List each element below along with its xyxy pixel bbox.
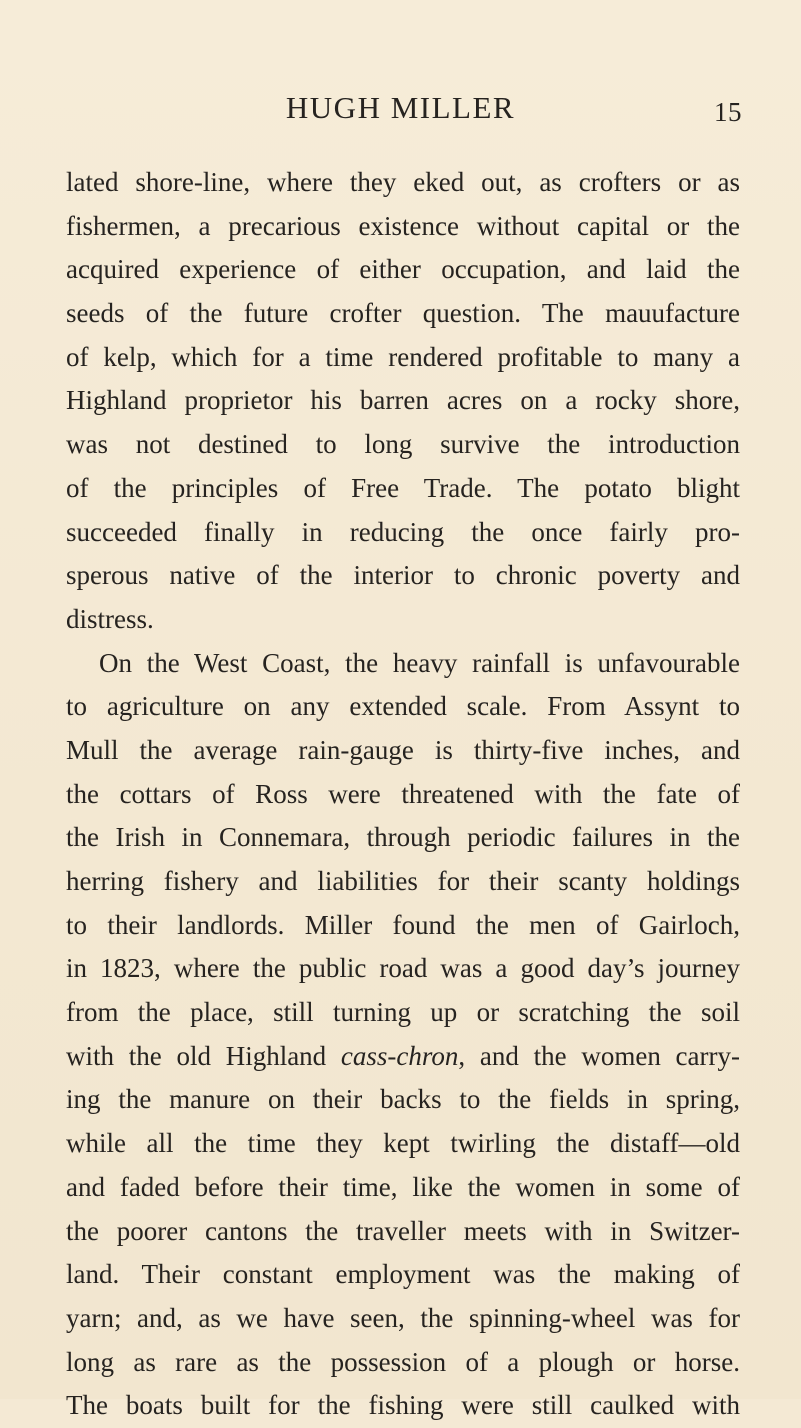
text-line: lated shore-line, where they eked out, as crofters or as bbox=[66, 167, 740, 197]
text-line: Mull the average rain-gauge is thirty-five inches, and bbox=[66, 734, 740, 765]
text-line: sperous native of the interior to chronic poverty and bbox=[66, 560, 740, 591]
text-line: fishermen, a precarious existence without capital or the bbox=[66, 210, 740, 241]
text-line: and faded before their time, like the women in some of bbox=[66, 1171, 740, 1202]
text-line: in 1823, where the public road was a good day’s journey bbox=[66, 953, 740, 984]
text-line: of the principles of Free Trade. The potato blight bbox=[66, 472, 740, 503]
text-line: yarn; and, as we have seen, the spinning-wheel was for bbox=[66, 1302, 740, 1333]
text-line: succeeded finally in reducing the once fairly pro- bbox=[66, 516, 740, 547]
text-line: to agriculture on any extended scale. From Assynt to bbox=[66, 691, 740, 722]
text-line: Highland proprietor his barren acres on a rocky shore, bbox=[66, 385, 740, 416]
text-line: The boats built for the fishing were still caulked with bbox=[66, 1390, 740, 1421]
text-line: from the place, still turning up or scratching the soil bbox=[66, 997, 740, 1028]
text-line: while all the time they kept twirling the distaff—old bbox=[66, 1128, 740, 1159]
text-line: acquired experience of either occupation, and laid the bbox=[66, 254, 740, 285]
text-line: the cottars of Ross were threatened with the fate of bbox=[66, 778, 740, 809]
page-header bbox=[0, 88, 801, 128]
text-line-paragraph-end: distress. bbox=[66, 603, 154, 634]
text-line: land. Their constant employment was the making of bbox=[66, 1259, 740, 1290]
running-head: HUGH MILLER bbox=[285, 90, 516, 125]
text-line: herring fishery and liabilities for their scanty holdings bbox=[66, 866, 740, 896]
text-line: of kelp, which for a time rendered profitable to many a bbox=[66, 341, 740, 372]
text-line: long as rare as the possession of a plough or horse. bbox=[66, 1346, 740, 1377]
page-number: 15 bbox=[714, 97, 742, 127]
italic-term: cass-chron bbox=[340, 1040, 459, 1071]
text-run: , and the women carry- bbox=[458, 1040, 740, 1071]
text-line-paragraph-start: On the West Coast, the heavy rainfall is unfavourable bbox=[99, 647, 740, 678]
text-line: to their landlords. Miller found the men of Gairloch, bbox=[66, 909, 740, 940]
text-line: seeds of the future crofter question. The mauufacture bbox=[66, 298, 740, 329]
text-line-with-italic bbox=[66, 1035, 740, 1079]
text-line: the poorer cantons the traveller meets with in Switzer- bbox=[66, 1215, 740, 1246]
text-line: was not destined to long survive the introduction bbox=[66, 429, 740, 460]
text-line: the Irish in Connemara, through periodic failures in the bbox=[66, 822, 740, 853]
body-text bbox=[66, 161, 740, 1428]
text-run: with the old Highland bbox=[66, 1040, 341, 1071]
text-line: ing the manure on their backs to the fields in spring, bbox=[66, 1084, 740, 1115]
